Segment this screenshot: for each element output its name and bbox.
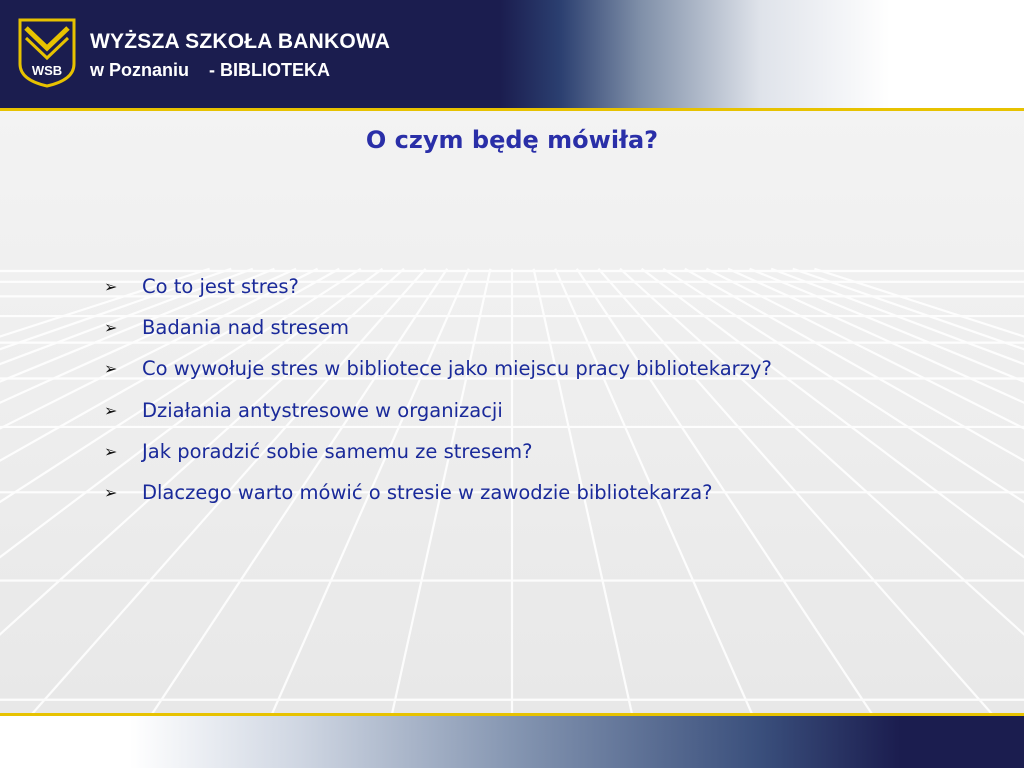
slide-title: O czym będę mówiła? (365, 126, 659, 154)
logo-text: WSB (31, 63, 63, 78)
bullet-item (104, 266, 772, 307)
arrow-right-icon: ➢ (104, 277, 118, 297)
bullet-text: Badania nad stresem (142, 316, 350, 340)
bullet-item (104, 307, 772, 348)
footer-bar (0, 716, 1024, 768)
bullet-text: Jak poradzić sobie samemu ze stresem? (142, 439, 533, 463)
header-bar (0, 0, 1024, 110)
bullet-item (104, 348, 772, 389)
arrow-right-icon: ➢ (104, 441, 118, 461)
brand-block (90, 30, 390, 81)
bullet-text: Dlaczego warto mówić o stresie w zawodzie bibliotekarza? (142, 481, 713, 505)
wsb-logo (18, 18, 76, 88)
bullet-item (104, 431, 772, 472)
bullet-item (104, 390, 772, 431)
bullet-text: Działania antystresowe w organizacji (142, 398, 503, 422)
arrow-right-icon: ➢ (104, 318, 118, 338)
bullet-text: Co wywołuje stres w bibliotece jako miejscu pracy bibliotekarzy? (142, 357, 772, 381)
bullet-text: Co to jest stres? (142, 275, 299, 299)
school-city: w Poznaniu (90, 60, 189, 80)
arrow-right-icon: ➢ (104, 359, 118, 379)
bullet-list (104, 266, 772, 513)
arrow-right-icon: ➢ (104, 483, 118, 503)
bullet-item (104, 472, 772, 513)
department-label: - BIBLIOTEKA (209, 60, 330, 80)
arrow-right-icon: ➢ (104, 400, 118, 420)
school-name: WYŻSZA SZKOŁA BANKOWA (90, 30, 391, 53)
